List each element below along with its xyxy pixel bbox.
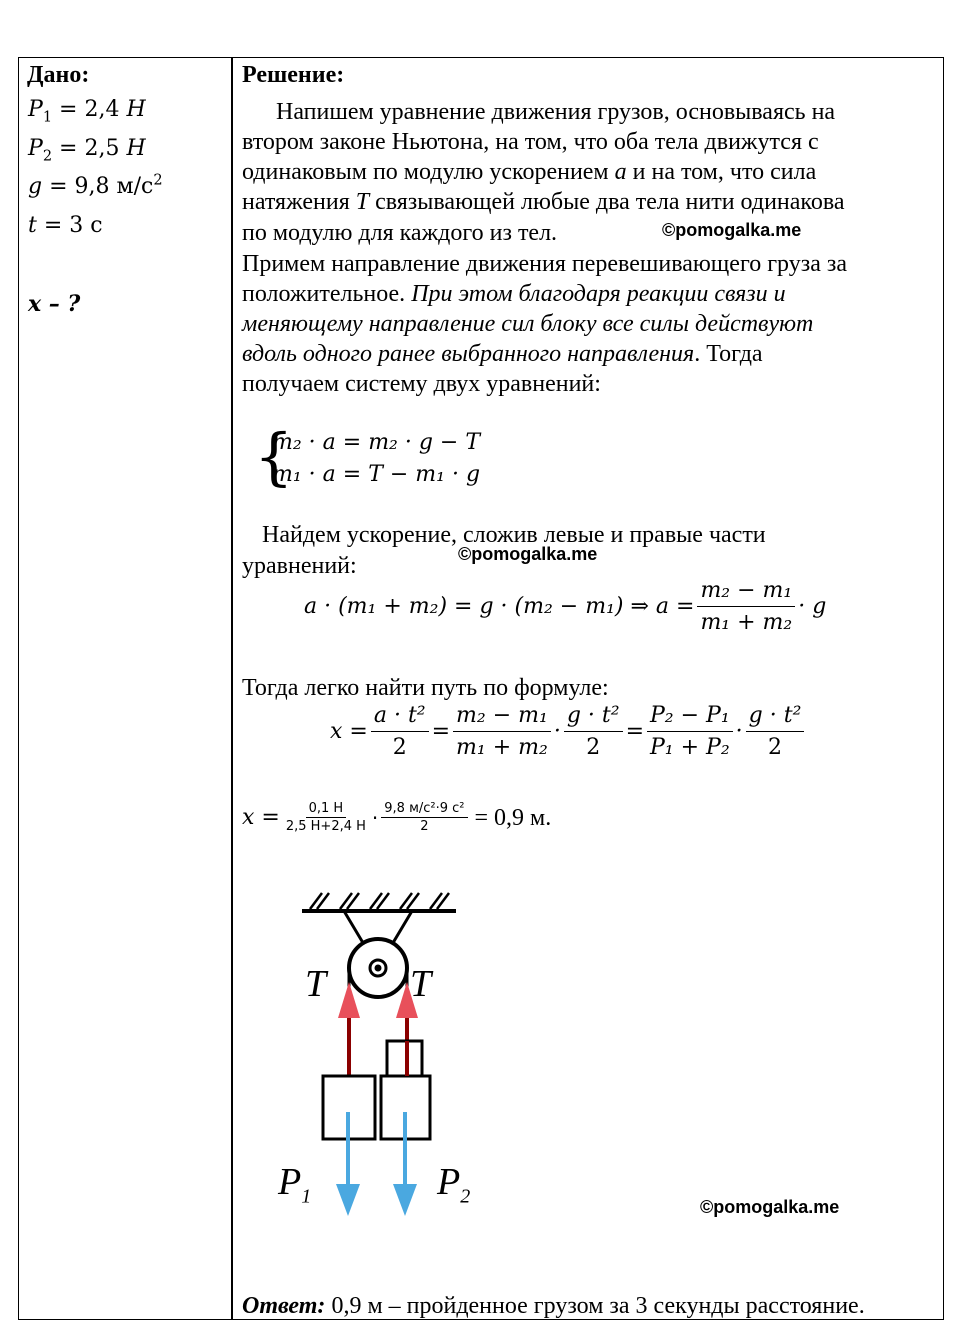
answer — [242, 1291, 865, 1321]
para3-line2: уравнений: — [242, 553, 357, 579]
accel-fraction: $\frac{\text{m₂ − m₁}}{\text{m₁ + m₂}}$ — [697, 578, 795, 635]
tension-label-right: T — [410, 963, 432, 1005]
para1-line4: натяжения T связывающей любые два тела нити одинакова — [242, 189, 845, 215]
para4-line1: Тогда легко найти путь по формуле: — [242, 675, 609, 701]
given-p2: $P_2 = 2,5$ H — [28, 136, 146, 165]
answer-text: 0,9 м – пройденное грузом за 3 секунды расстояние. — [325, 1293, 865, 1319]
tension-label-left: T — [305, 963, 327, 1005]
calc-frac1: $\frac{0,1 H}{2,5 H+2,4 H}$ — [285, 801, 366, 834]
mass-2-extra — [387, 1041, 422, 1076]
calc-formula: x = $\frac{0,1 H}{2,5 H+2,4 H}$ · $\frac{\text{9,8 м/с²·9 с²}}{2}$ = 0,9 м. — [242, 801, 552, 834]
path-formula: x = $\frac{\text{a · t²}}{2}$ = $\frac{\text{m₂ − m₁}}{\text{m₁ + m₂}}$ · $\frac{\text{g · t²}}{2}$ = $\frac{\text{P₂ − P₁}}{\text{P₁ + P₂}}$ · $\frac{\text{g · t²}}{2}$ — [330, 703, 807, 760]
watermark: ©pomogalka.me — [458, 544, 598, 564]
weight-label-right: $P_2$ — [437, 1161, 471, 1208]
given-find: x – ? — [28, 291, 81, 317]
calc-frac2: $\frac{\text{9,8 м/с²·9 с²}}{2}$ — [381, 800, 467, 835]
frac-gt2: $\frac{\text{g · t²}}{2}$ — [564, 703, 623, 760]
watermark: ©pomogalka.me — [700, 1197, 840, 1217]
para2-line4: вдоль одного ранее выбранного направления. Тогда — [242, 341, 763, 367]
frac-weights: $\frac{\text{P₂ − P₁}}{\text{P₁ + P₂}}$ — [647, 703, 733, 760]
para2-line3: меняющему направление сил блоку все силы действуют — [242, 311, 814, 337]
weight-left-arrowhead — [336, 1184, 360, 1216]
para1-line5: по модулю для каждого из тел. — [242, 220, 558, 246]
given-header: Дано: — [27, 62, 90, 88]
answer-label: Ответ: — [242, 1293, 326, 1319]
watermark: ©pomogalka.me — [662, 220, 802, 240]
weight-right-arrowhead — [393, 1184, 417, 1216]
weight-label-left: $P_1$ — [278, 1161, 312, 1208]
given-p1: $P_1 = 2,4$ H — [28, 97, 146, 126]
frac-gt2-2: $\frac{\text{g · t²}}{2}$ — [746, 703, 805, 760]
frac-at2: $\frac{\text{a · t²}}{2}$ — [371, 703, 429, 760]
para2-line5: получаем систему двух уравнений: — [242, 371, 601, 397]
ceiling-hatching — [310, 893, 449, 909]
system-eq2: m₁ · a = T − m₁ · g — [272, 462, 481, 487]
para3-line1: Найдем ускорение, сложив левые и правые части — [262, 522, 766, 548]
given-t: t = 3 с — [28, 213, 103, 238]
column-divider — [231, 57, 233, 1320]
pulley-axle-center — [375, 965, 382, 972]
para2-line1: Примем направление движения перевешивающего груза за — [242, 251, 847, 277]
frac-mass: $\frac{\text{m₂ − m₁}}{\text{m₁ + m₂}}$ — [453, 703, 551, 760]
solution-header: Решение: — [242, 62, 345, 88]
given-g: g = 9,8 $м/с^2$ — [28, 172, 163, 199]
system-brace: { — [254, 420, 294, 493]
accel-formula: a · (m₁ + m₂) = g · (m₂ − m₁) ⇒ a = $\frac{\text{m₂ − m₁}}{\text{m₁ + m₂}}$ · g — [304, 578, 827, 635]
para1-line3: одинаковым по модулю ускорением a и на том, что сила — [242, 159, 817, 185]
para1-line1: Напишем уравнение движения грузов, основываясь на — [276, 99, 836, 125]
para2-line2: положительное. При этом благодаря реакции связи и — [242, 281, 786, 307]
system-eq1: m₂ · a = m₂ · g − T — [272, 430, 481, 455]
para1-line2: втором законе Ньютона, на том, что оба тела движутся с — [242, 129, 819, 155]
